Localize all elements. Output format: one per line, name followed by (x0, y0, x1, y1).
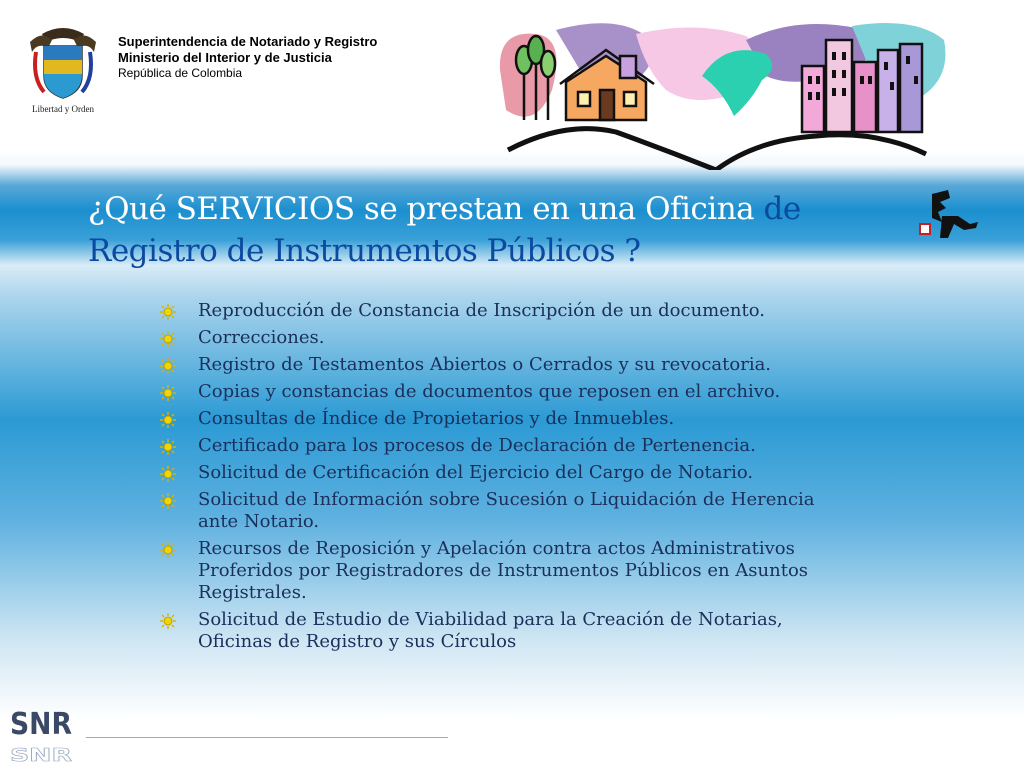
service-text: Registro de Testamentos Abiertos o Cerrados y su revocatoria. (198, 354, 772, 375)
service-text: Reproducción de Constancia de Inscripción de un documento. (198, 300, 765, 321)
list-item (160, 327, 860, 349)
list-item (160, 609, 860, 653)
service-text: Solicitud de Estudio de Viabilidad para la Creación de Notarias, Oficinas de Registro y sus Círculos (198, 609, 783, 652)
list-item (160, 354, 860, 376)
sun-bullet-icon (160, 439, 176, 455)
title-part3: Registro de Instrumentos Públicos ? (88, 233, 641, 269)
services-list (160, 300, 860, 658)
list-item (160, 381, 860, 403)
snr-logo-text: SNR (10, 707, 72, 742)
ministry-name: Ministerio del Interior y de Justicia (118, 50, 332, 65)
title-part2: de (763, 191, 801, 227)
title-part1: ¿Qué SERVICIOS se prestan en una Oficina (88, 191, 764, 227)
list-item (160, 435, 860, 457)
list-item (160, 462, 860, 484)
sun-bullet-icon (160, 304, 176, 320)
list-item (160, 538, 860, 604)
sun-bullet-icon (160, 542, 176, 558)
service-text: Copias y constancias de documentos que reposen en el archivo. (198, 381, 781, 402)
page-title (88, 188, 888, 272)
sun-bullet-icon (160, 466, 176, 482)
org-name: Superintendencia de Notariado y Registro (118, 34, 378, 49)
service-text: Solicitud de Información sobre Sucesión o Liquidación de Herencia ante Notario. (198, 489, 815, 532)
cityscape-illustration (496, 20, 956, 170)
coat-of-arms-icon (22, 22, 104, 118)
service-text: Solicitud de Certificación del Ejercicio del Cargo de Notario. (198, 462, 754, 483)
country-name: República de Colombia (118, 66, 243, 80)
service-text: Recursos de Reposición y Apelación contra actos Administrativos Proferidos por Registradores de Instrumentos Públicos en Asuntos Registrales. (198, 538, 809, 603)
seal-motto: Libertad y Orden (32, 104, 94, 114)
svg-text:SNR: SNR (10, 744, 72, 766)
snr-logo (8, 700, 76, 768)
list-item (160, 489, 860, 533)
list-item (160, 408, 860, 430)
sun-bullet-icon (160, 412, 176, 428)
organization-header (118, 34, 377, 80)
sun-bullet-icon (160, 385, 176, 401)
service-text: Correcciones. (198, 327, 325, 348)
sun-bullet-icon (160, 331, 176, 347)
sun-bullet-icon (160, 358, 176, 374)
sun-bullet-icon (160, 613, 176, 629)
sun-bullet-icon (160, 493, 176, 509)
list-item (160, 300, 860, 322)
footer-divider (86, 737, 448, 738)
running-man-icon (918, 186, 980, 246)
service-text: Certificado para los procesos de Declaración de Pertenencia. (198, 435, 756, 456)
service-text: Consultas de Índice de Propietarios y de Inmuebles. (198, 408, 675, 429)
